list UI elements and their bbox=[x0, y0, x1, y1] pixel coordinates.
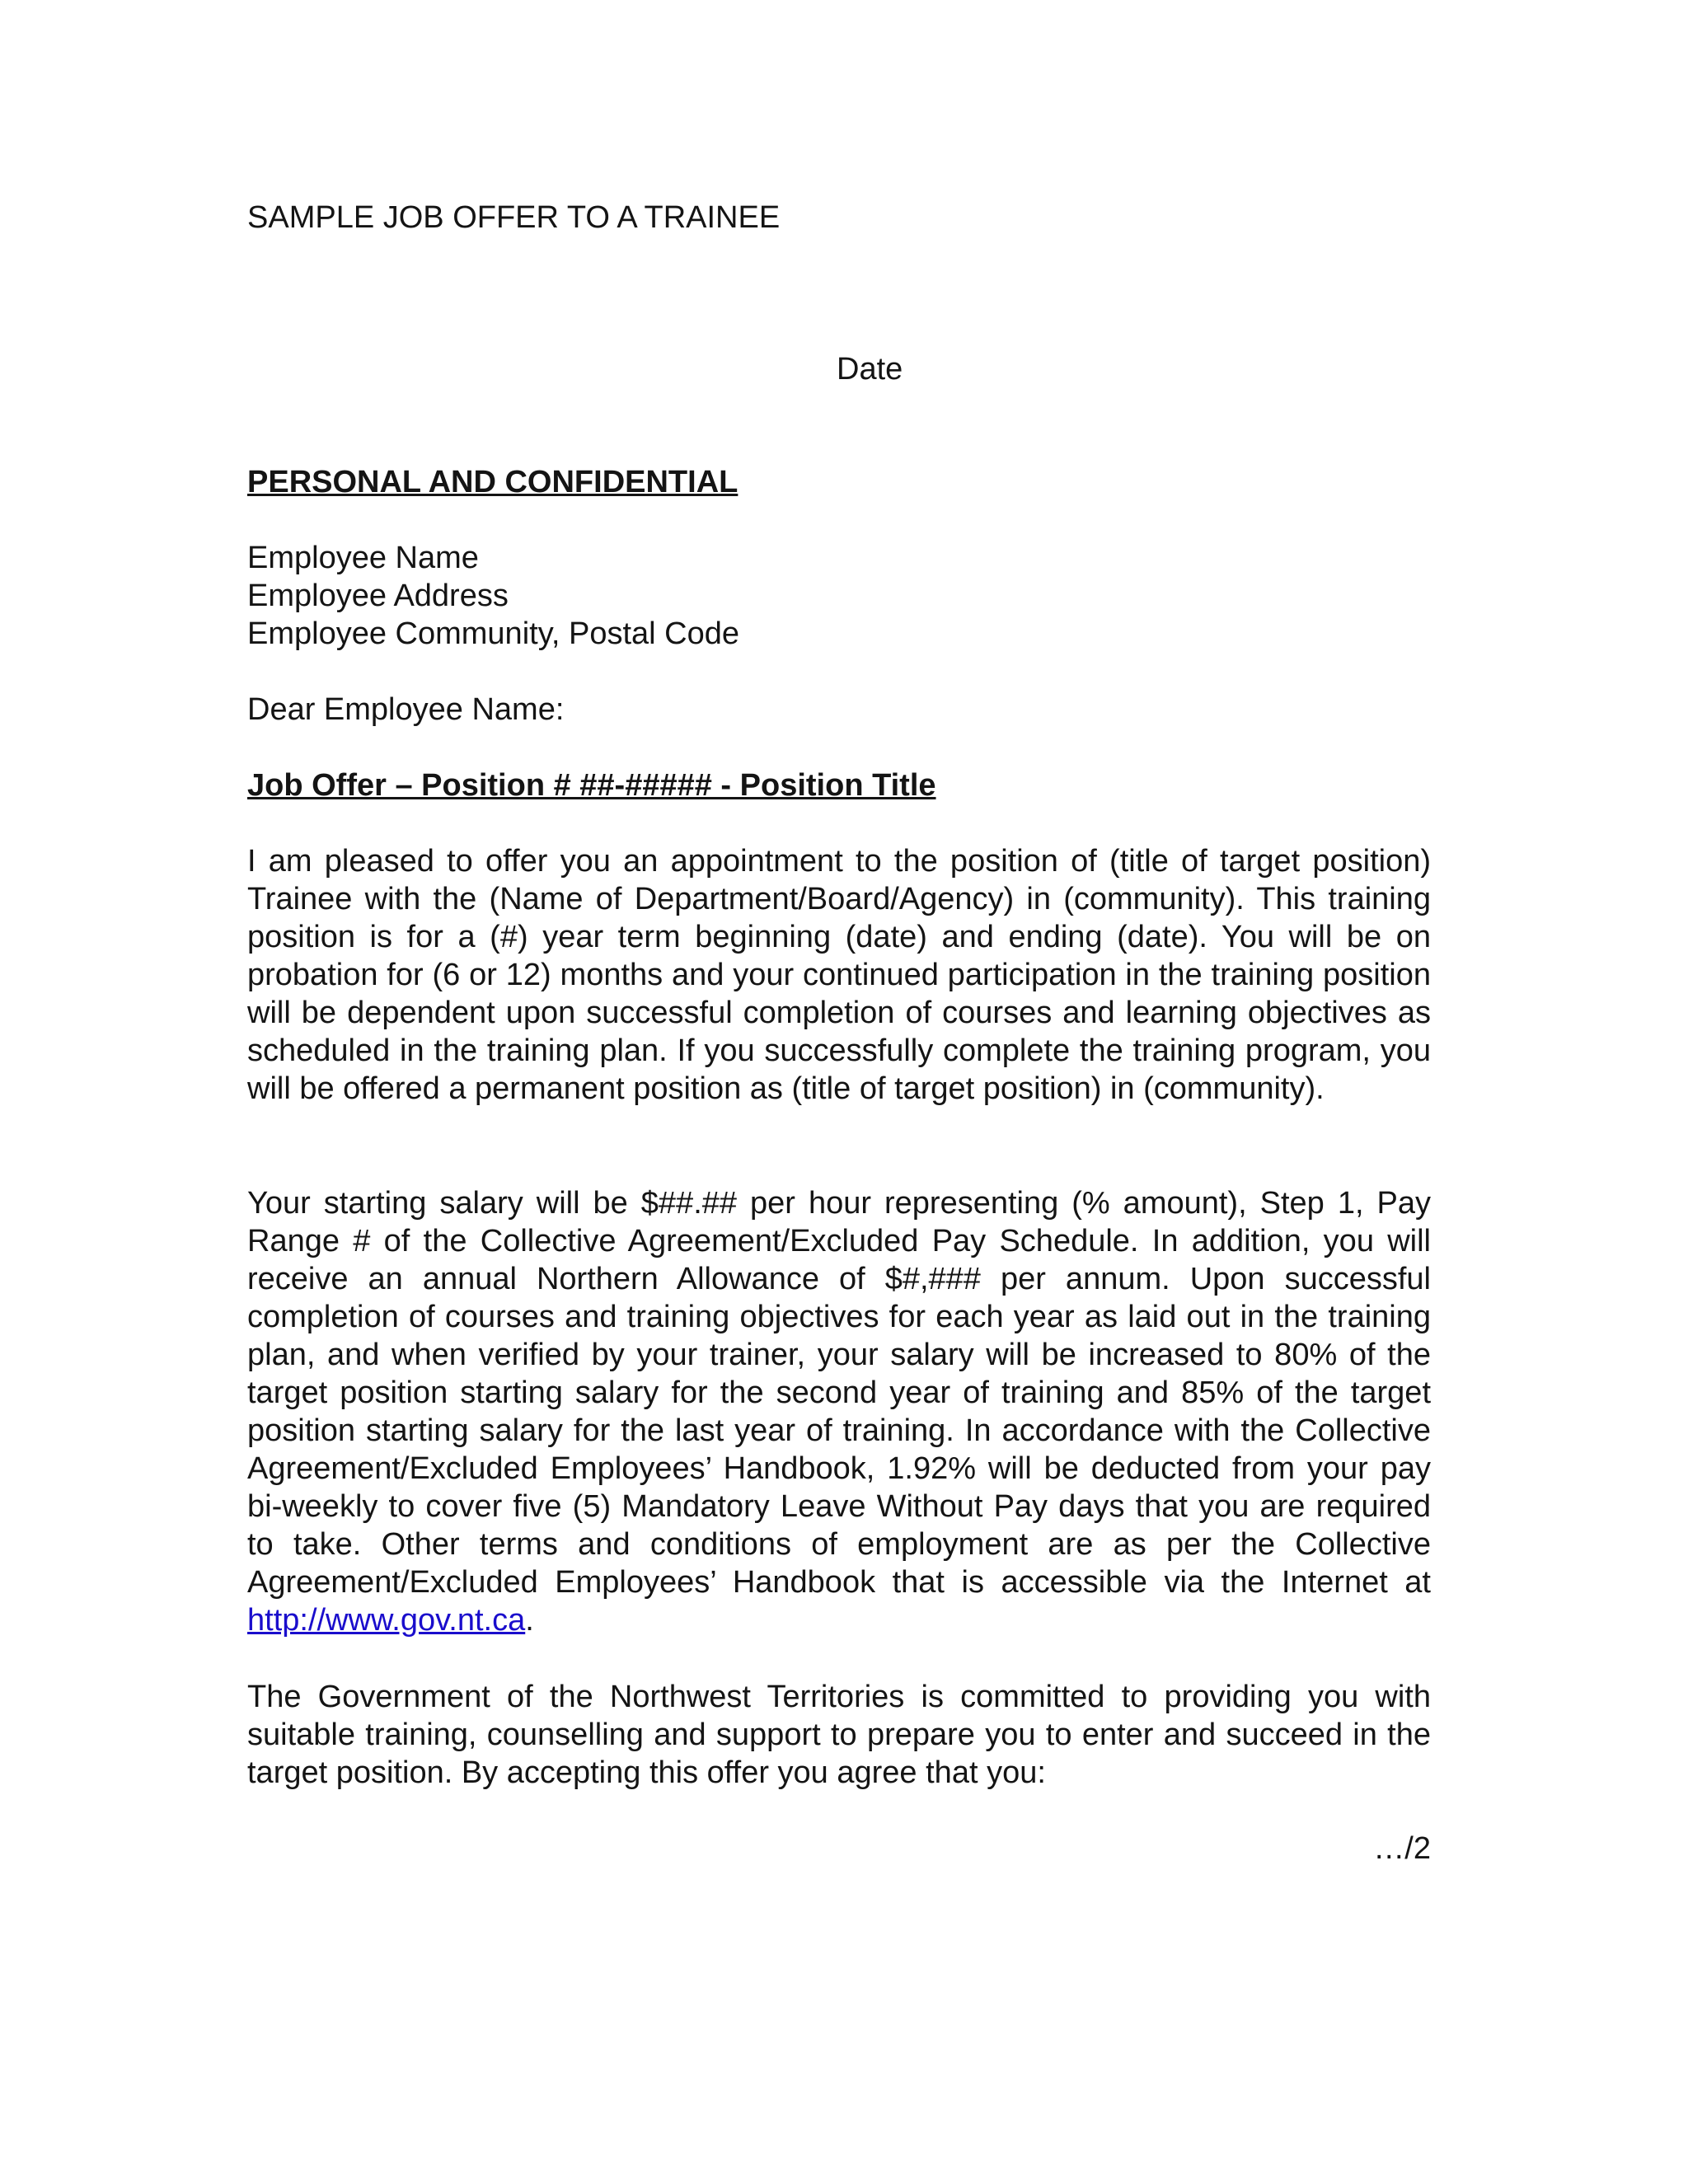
recipient-name: Employee Name bbox=[247, 541, 479, 575]
confidential-label: PERSONAL AND CONFIDENTIAL bbox=[247, 465, 738, 499]
recipient-street: Employee Address bbox=[247, 579, 509, 613]
body-paragraph-2-end: . bbox=[525, 1603, 534, 1638]
gov-website-link[interactable]: http://www.gov.nt.ca bbox=[247, 1603, 526, 1638]
document-heading: SAMPLE JOB OFFER TO A TRAINEE bbox=[247, 200, 781, 235]
body-paragraph-2-text: Your starting salary will be $##.## per hour representing (% amount), Step 1, Pay Range # of the Collective Agreement/Excluded Pay Schedule. In addition, you will receive an annual Northern Allowance of $#,### per annum. Upon successful completion of courses and training objectives for each year as laid out in the training plan, and when verified by your trainer, your salary will be increased to 80% of the target position starting salary for the second year of training and 85% of the target position starting salary for the last year of training. In accordance with the Collective Agreement/Excluded Employees’ Handbook, 1.92% will be deducted from your pay bi-weekly to cover five (5) Mandatory Leave Without Pay days that you are required to take. Other terms and conditions of employment are as per the Collective Agreement/Excluded Employees’ Handbook that is accessible via the Internet at bbox=[247, 1186, 1431, 1600]
subject-line: Job Offer – Position # ##-##### - Position Title bbox=[247, 768, 936, 803]
recipient-address bbox=[247, 539, 1431, 653]
recipient-community: Employee Community, Postal Code bbox=[247, 616, 739, 651]
body-paragraph-2 bbox=[247, 1184, 1431, 1639]
body-paragraph-3: The Government of the Northwest Territories is committed to providing you with suitable training, counselling and support to prepare you to enter and succeed in the target position. By accepting this offer you agree that you: bbox=[247, 1680, 1431, 1790]
body-paragraph-1: I am pleased to offer you an appointment to the position of (title of target position) Trainee with the (Name of Department/Board/Agency) in (community). This training position is for a (#) year term beginning (date) and ending (date). You will be on probation for (6 or 12) months and your continued participation in the training position will be dependent upon successful completion of courses and learning objectives as scheduled in the training plan. If you successfully complete the training program, you will be offered a permanent position as (title of target position) in (community). bbox=[247, 844, 1431, 1106]
page-continuation: …/2 bbox=[1373, 1831, 1431, 1866]
salutation: Dear Employee Name: bbox=[247, 692, 565, 727]
date-line: Date bbox=[837, 352, 903, 387]
